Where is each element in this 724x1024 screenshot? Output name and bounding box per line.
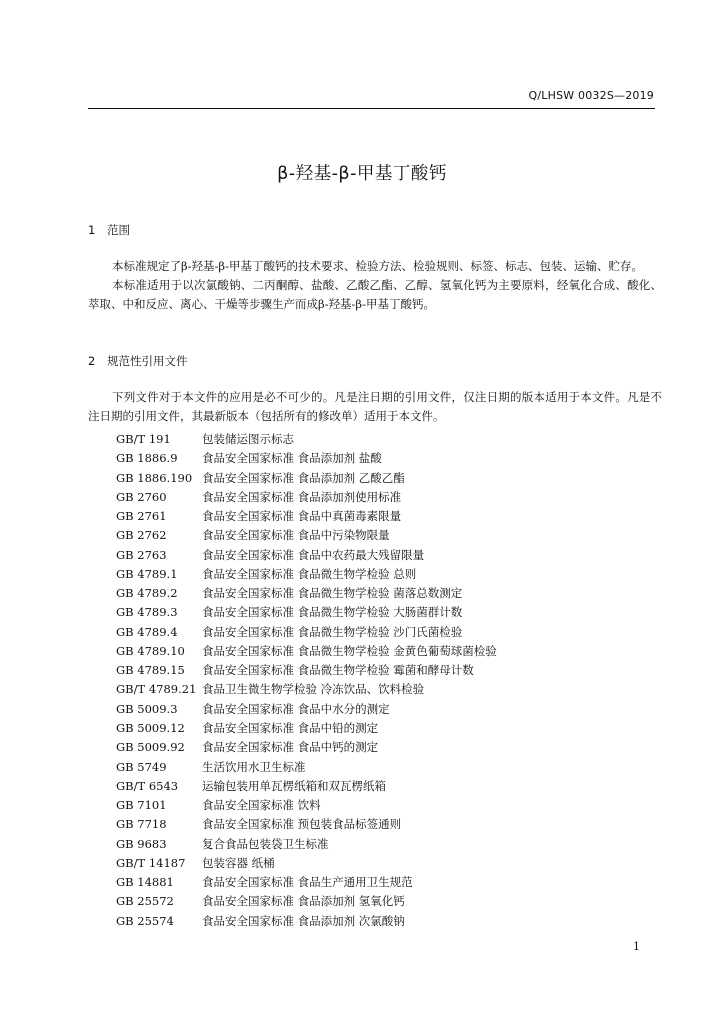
section-2-heading [88, 353, 188, 369]
reference-title: 包装容器 纸桶 [202, 855, 275, 870]
reference-code: GB 5009.12 [116, 720, 185, 735]
reference-title: 食品安全国家标准 食品微生物学检验 霉菌和酵母计数 [202, 663, 474, 678]
reference-code: GB 2761 [116, 509, 167, 524]
reference-code: GB 2762 [116, 528, 167, 543]
reference-item [116, 777, 497, 796]
reference-code: GB/T 191 [116, 432, 171, 446]
reference-item [116, 796, 497, 815]
reference-item [116, 815, 497, 834]
section-1-paragraph-2: 本标准适用于以次氯酸钠、二丙酮醇、盐酸、乙酸乙酯、乙醇、氢氧化钙为主要原料，经氧化合成、酸化、萃取、中和反应、离心、干燥等步骤生产而成β-羟基-β-甲基丁酸钙。 [88, 278, 662, 311]
section-1-number: 1 [88, 223, 96, 237]
reference-item [116, 642, 497, 661]
reference-item [116, 603, 497, 622]
reference-code: GB/T 4789.21 [116, 682, 197, 697]
reference-code: GB 7718 [116, 817, 167, 832]
reference-code: GB 2763 [116, 547, 167, 562]
reference-code: GB/T 6543 [116, 778, 179, 793]
reference-item [116, 912, 497, 931]
reference-code: GB 4789.2 [116, 586, 178, 601]
reference-item [116, 449, 497, 468]
reference-code: GB 4789.3 [116, 605, 178, 620]
reference-code: GB 5009.92 [116, 740, 185, 755]
reference-code: GB 4789.10 [116, 643, 185, 658]
reference-code: GB 5749 [116, 759, 167, 774]
reference-title: 食品安全国家标准 食品微生物学检验 菌落总数测定 [202, 586, 463, 601]
reference-title: 食品安全国家标准 食品微生物学检验 大肠菌群计数 [202, 605, 463, 620]
reference-code: GB 9683 [116, 836, 167, 851]
reference-title: 食品安全国家标准 食品生产通用卫生规范 [202, 875, 413, 890]
reference-item [116, 623, 497, 642]
reference-item [116, 892, 497, 911]
reference-item [116, 719, 497, 738]
reference-code: GB/T 14187 [116, 855, 186, 870]
reference-title: 食品安全国家标准 食品添加剂 乙酸乙酯 [202, 470, 405, 485]
reference-code: GB 25574 [116, 913, 174, 928]
section-1-body [88, 257, 662, 314]
reference-item [116, 488, 497, 507]
section-2-number: 2 [88, 354, 96, 368]
reference-item [116, 835, 497, 854]
reference-item [116, 430, 497, 449]
reference-title: 食品安全国家标准 食品添加剂 氢氧化钙 [202, 894, 405, 909]
page-number: 1 [633, 940, 640, 953]
section-2-title: 规范性引用文件 [107, 354, 188, 368]
reference-item [116, 738, 497, 757]
section-1-title: 范围 [107, 223, 130, 237]
reference-title: 食品安全国家标准 饮料 [202, 798, 321, 813]
reference-item [116, 584, 497, 603]
reference-code: GB 25572 [116, 894, 174, 909]
reference-item [116, 546, 497, 565]
reference-title: 复合食品包装袋卫生标准 [202, 836, 329, 851]
reference-item [116, 469, 497, 488]
reference-item [116, 526, 497, 545]
reference-title: 食品安全国家标准 食品微生物学检验 总则 [202, 566, 417, 581]
reference-title: 食品安全国家标准 食品中铅的测定 [202, 720, 379, 735]
reference-title: 食品安全国家标准 食品添加剂 次氯酸钠 [202, 913, 405, 928]
reference-title: 食品安全国家标准 食品微生物学检验 沙门氏菌检验 [202, 624, 463, 639]
reference-item [116, 680, 497, 699]
document-title: β-羟基-β-甲基丁酸钙 [277, 164, 447, 184]
reference-title: 食品卫生微生物学检验 冷冻饮品、饮料检验 [202, 682, 425, 697]
reference-item [116, 873, 497, 892]
reference-title: 食品安全国家标准 食品中农药最大残留限量 [202, 547, 425, 562]
reference-title: 食品安全国家标准 食品微生物学检验 金黄色葡萄球菌检验 [202, 643, 497, 658]
reference-code: GB 7101 [116, 798, 167, 813]
reference-title: 食品安全国家标准 预包装食品标签通则 [202, 817, 402, 832]
reference-title: 生活饮用水卫生标准 [202, 759, 306, 774]
normative-references-list [116, 430, 497, 931]
reference-code: GB 4789.15 [116, 663, 185, 678]
section-2-body [88, 388, 662, 426]
reference-item [116, 661, 497, 680]
reference-title: 食品安全国家标准 食品添加剂使用标准 [202, 489, 402, 504]
reference-code: GB 5009.3 [116, 701, 178, 716]
standard-code: Q/LHSW 0032S—2019 [528, 89, 654, 102]
reference-code: GB 1886.190 [116, 470, 193, 485]
section-1-paragraph-1: 本标准规定了β-羟基-β-甲基丁酸钙的技术要求、检验方法、检验规则、标签、标志、包装、运输、贮存。 [112, 259, 643, 273]
reference-title: 包装储运图示标志 [202, 432, 294, 446]
reference-item [116, 854, 497, 873]
reference-code: GB 14881 [116, 875, 174, 890]
reference-title: 食品安全国家标准 食品添加剂 盐酸 [202, 451, 382, 466]
reference-title: 食品安全国家标准 食品中污染物限量 [202, 528, 390, 543]
reference-code: GB 4789.1 [116, 566, 178, 581]
reference-item [116, 700, 497, 719]
section-2-paragraph-1: 下列文件对于本文件的应用是必不可少的。凡是注日期的引用文件，仅注日期的版本适用于本文件。凡是不注日期的引用文件，其最新版本（包括所有的修改单）适用于本文件。 [88, 390, 662, 423]
reference-item [116, 565, 497, 584]
reference-code: GB 4789.4 [116, 624, 178, 639]
header-rule [88, 108, 655, 109]
reference-item [116, 758, 497, 777]
reference-code: GB 1886.9 [116, 451, 178, 466]
section-1-heading [88, 222, 130, 238]
reference-item [116, 507, 497, 526]
reference-code: GB 2760 [116, 489, 167, 504]
reference-title: 食品安全国家标准 食品中真菌毒素限量 [202, 509, 402, 524]
reference-title: 食品安全国家标准 食品中钙的测定 [202, 740, 379, 755]
reference-title: 食品安全国家标准 食品中水分的测定 [202, 701, 390, 716]
reference-title: 运输包装用单瓦楞纸箱和双瓦楞纸箱 [202, 778, 386, 793]
